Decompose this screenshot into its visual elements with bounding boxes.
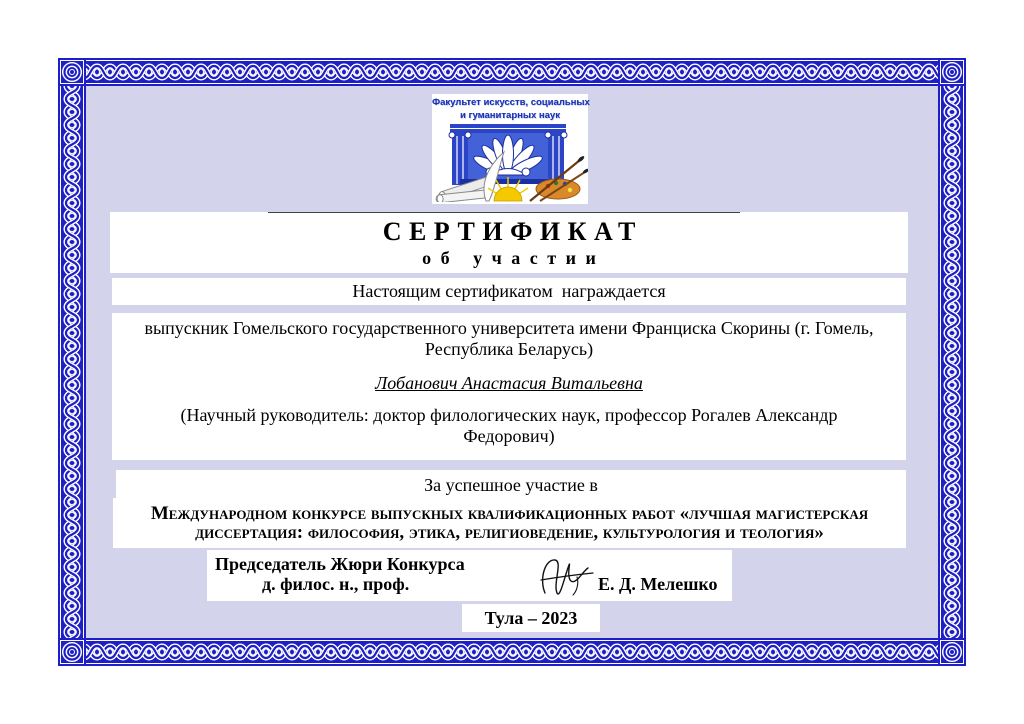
title-divider xyxy=(268,212,740,213)
supervisor-line-2: Федорович) xyxy=(463,426,555,446)
logo-text-line-1: Факультет искусств, социальных xyxy=(432,97,590,108)
handwritten-signature-icon xyxy=(533,553,597,599)
recipient-name: Лобанович Анастасия Витальевна xyxy=(375,373,643,393)
recipient-description-line-1: выпускник Гомельского государственного университета имени Франциска Скорины (г. Гомель, xyxy=(144,318,874,338)
award-intro-panel xyxy=(112,278,906,305)
left-column xyxy=(449,132,471,185)
title-panel xyxy=(110,212,908,273)
border-corner-top-right xyxy=(938,58,966,86)
place-year-panel xyxy=(462,604,600,632)
right-column xyxy=(545,132,567,185)
contest-panel xyxy=(113,498,906,548)
column-palmette-emblem-icon xyxy=(432,122,588,202)
border-corner-bottom-right xyxy=(938,638,966,666)
signatory-position: Председатель Жюри Конкурса xyxy=(215,554,465,574)
reason-panel xyxy=(116,470,906,498)
signatory-degree: д. филос. н., проф. xyxy=(262,574,410,594)
place-year: Тула – 2023 xyxy=(484,608,578,628)
border-left xyxy=(58,86,86,638)
reason-intro: За успешное участие в xyxy=(424,475,598,495)
border-corner-top-left xyxy=(58,58,86,86)
border-corner-bottom-left xyxy=(58,638,86,666)
border-top xyxy=(58,58,966,86)
recipient-panel xyxy=(112,313,906,460)
signatory-panel xyxy=(207,550,732,601)
faculty-logo xyxy=(432,94,588,204)
border-bottom xyxy=(58,638,966,666)
award-intro: Настоящим сертификатом награждается xyxy=(352,281,666,301)
supervisor-line-1: (Научный руководитель: доктор филологических наук, профессор Рогалев Александр xyxy=(180,405,838,425)
border-right xyxy=(938,86,966,638)
logo-text-line-2: и гуманитарных наук xyxy=(460,110,560,121)
signatory-name: Е. Д. Мелешко xyxy=(598,574,718,594)
certificate-title: СЕРТИФИКАТ xyxy=(382,217,643,246)
certificate-subtitle: об участии xyxy=(422,248,606,268)
recipient-description-line-2: Республика Беларусь) xyxy=(424,339,594,359)
contest-name-line-1: Международном конкурсе выпускных квалификационных работ «лучшая магистерская xyxy=(150,503,869,524)
contest-name-line-2: диссертация: философия, этика, религиоведение, культурология и теология» xyxy=(195,522,824,543)
